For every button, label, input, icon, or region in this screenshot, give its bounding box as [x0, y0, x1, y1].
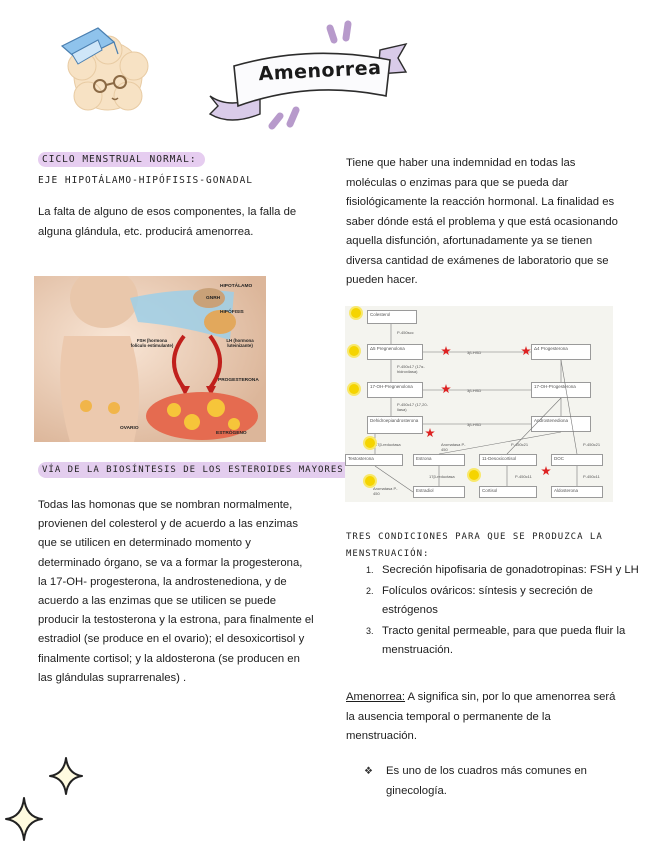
- box-17oh-pregnenolona: 17-OH-Pregnenolona: [367, 382, 423, 398]
- definition-term: Amenorrea:: [346, 691, 406, 703]
- title-banner: [200, 14, 410, 132]
- page-title: Amenorrea: [258, 56, 382, 86]
- label-fsh: FSH (hormona folículo estimulante): [130, 338, 174, 348]
- bullet-item: [366, 762, 616, 801]
- box-androstenediona: Androstenediona: [531, 416, 591, 432]
- section-heading-ciclo: CICLO MENSTRUAL NORMAL:: [38, 152, 205, 167]
- sun-icon: [349, 384, 359, 394]
- enzyme-p450c11-b: P-450c11: [583, 474, 600, 479]
- box-testosterona: Testosterona: [345, 454, 403, 466]
- sun-icon: [469, 470, 479, 480]
- box-colesterol: Colesterol: [367, 310, 417, 324]
- burst-icon: [521, 346, 531, 356]
- sun-icon: [365, 438, 375, 448]
- enzyme-p450scc: P-450scc: [397, 330, 414, 335]
- sun-icon: [351, 308, 361, 318]
- paragraph-indemnidad: Tiene que haber una indemnidad en todas las moléculas o enzimas para que se pueda dar fisiológicamente la reacción hormonal. La finalidad es saber dónde está el problema y que está ocasionando aquella disfunción, afortunadamente ya se tienen diversa cantidad de exámenes de laboratorio que se pueden hacer.: [346, 157, 618, 286]
- box-estrona: Estrona: [413, 454, 465, 466]
- steroid-pathway-diagram: [345, 306, 613, 502]
- enzyme-reductasa-2: 17β-reductasa: [429, 474, 455, 479]
- burst-icon: [441, 346, 451, 356]
- sun-icon: [349, 346, 359, 356]
- label-hipotalamo: HIPOTÁLAMO: [220, 284, 253, 289]
- enzyme-p450c17-a: P-450c17 (17α-hidroxilasa): [397, 364, 425, 374]
- box-dhea: Dehidroepiandrosterona: [367, 416, 423, 434]
- enzyme-p450c17-b: P-450c17 (17,20-liasa): [397, 402, 428, 412]
- enzyme-hsd-1: 3β-HSD: [467, 350, 482, 355]
- enzyme-hsd-2: 3β-HSD: [467, 388, 482, 393]
- enzyme-p450c21-b: P-450c21: [583, 442, 601, 447]
- diamond-bullet-icon: ❖: [364, 766, 373, 777]
- definition-text: A significa sin, por lo que amenorrea será la ausencia temporal o permanente de la menstruación.: [346, 691, 616, 742]
- sun-icon: [365, 476, 375, 486]
- box-doc: DOC: [551, 454, 603, 466]
- burst-icon: [425, 428, 435, 438]
- enzyme-hsd-3: 3β-HSD: [467, 422, 482, 427]
- bullet-text: Es uno de los cuadros más comunes en ginecología.: [386, 765, 587, 797]
- enzyme-p450c11-a: P-450c11: [515, 474, 532, 479]
- section-heading-via: VÍA DE LA BIOSÍNTESIS DE LOS ESTEROIDES MAYORES: [38, 462, 356, 478]
- paragraph-falta: La falta de alguno de esos componentes, la falla de alguna glándula, etc. producirá amenorrea.: [38, 206, 297, 238]
- list-item: 2. Folículos ováricos: síntesis y secreción de estrógenos: [376, 582, 648, 620]
- label-hipofisis: HIPÓFISIS: [220, 310, 244, 315]
- list-item: 1. Secreción hipofisaria de gonadotropinas: FSH y LH: [376, 561, 648, 580]
- hpo-axis-figure: [34, 276, 266, 442]
- label-lh: LH (hormona luteinizante): [226, 338, 254, 348]
- paragraph-hormonas: Todas las homonas que se nombran normalmente, provienen del colesterol y de acuerdo a las enzimas que se utilicen en determinado momento y determinado órgano, se va a formar la progesterona, la 17-OH- progesterona, la androstenediona, y de acuerdo a las enzimas que se utilicen se puede producir la testosterona y la estrona, para finalmente el estradiol (se produce en el ovario); el desoxicortisol y finalmente cortisol; y la aldosterona (se producen en las glándulas suprarrenales) .: [38, 499, 314, 684]
- box-estradiol: Estradiol: [413, 486, 465, 498]
- burst-icon: [441, 384, 451, 394]
- enzyme-aromatasa-1: Aromatasa P-450: [441, 442, 466, 452]
- section-subheading-eje: EJE HIPOTÁLAMO-HIPÓFISIS-GONADAL: [38, 175, 254, 186]
- definition-amenorrea: [346, 688, 618, 747]
- enzyme-reductasa-1: 17β-reductasa: [375, 442, 401, 447]
- label-gnrh: GNRH: [206, 296, 221, 301]
- burst-icon: [541, 466, 551, 476]
- box-desoxicortisol: 11-Desoxicortisol: [479, 454, 537, 466]
- enzyme-aromatasa-2: Aromatasa P-450: [373, 486, 398, 496]
- sparkle-icon: [48, 756, 84, 801]
- enzyme-p450c21-a: P-450c21: [511, 442, 529, 447]
- label-estrogeno: ESTRÓGENO: [216, 431, 247, 436]
- box-cortisol: Cortisol: [479, 486, 537, 498]
- label-progesterona: PROGESTERONA: [218, 378, 259, 383]
- box-pregnenolona: Δ5 Pregnenolona: [367, 344, 423, 360]
- list-item: 3. Tracto genital permeable, para que pueda fluir la menstruación.: [376, 622, 648, 660]
- sparkle-icon-large: [4, 796, 44, 847]
- label-ovario: OVARIO: [120, 426, 139, 431]
- avatar: [48, 8, 168, 120]
- section-heading-condiciones: TRES CONDICIONES PARA QUE SE PRODUZCA LA MENSTRUACIÓN:: [346, 532, 603, 559]
- box-17oh-progesterona: 17-OH-Progesterona: [531, 382, 591, 398]
- box-aldosterona: Aldosterona: [551, 486, 603, 498]
- box-progesterona: Δ4 Progesterona: [531, 344, 591, 360]
- conditions-list: [340, 561, 648, 662]
